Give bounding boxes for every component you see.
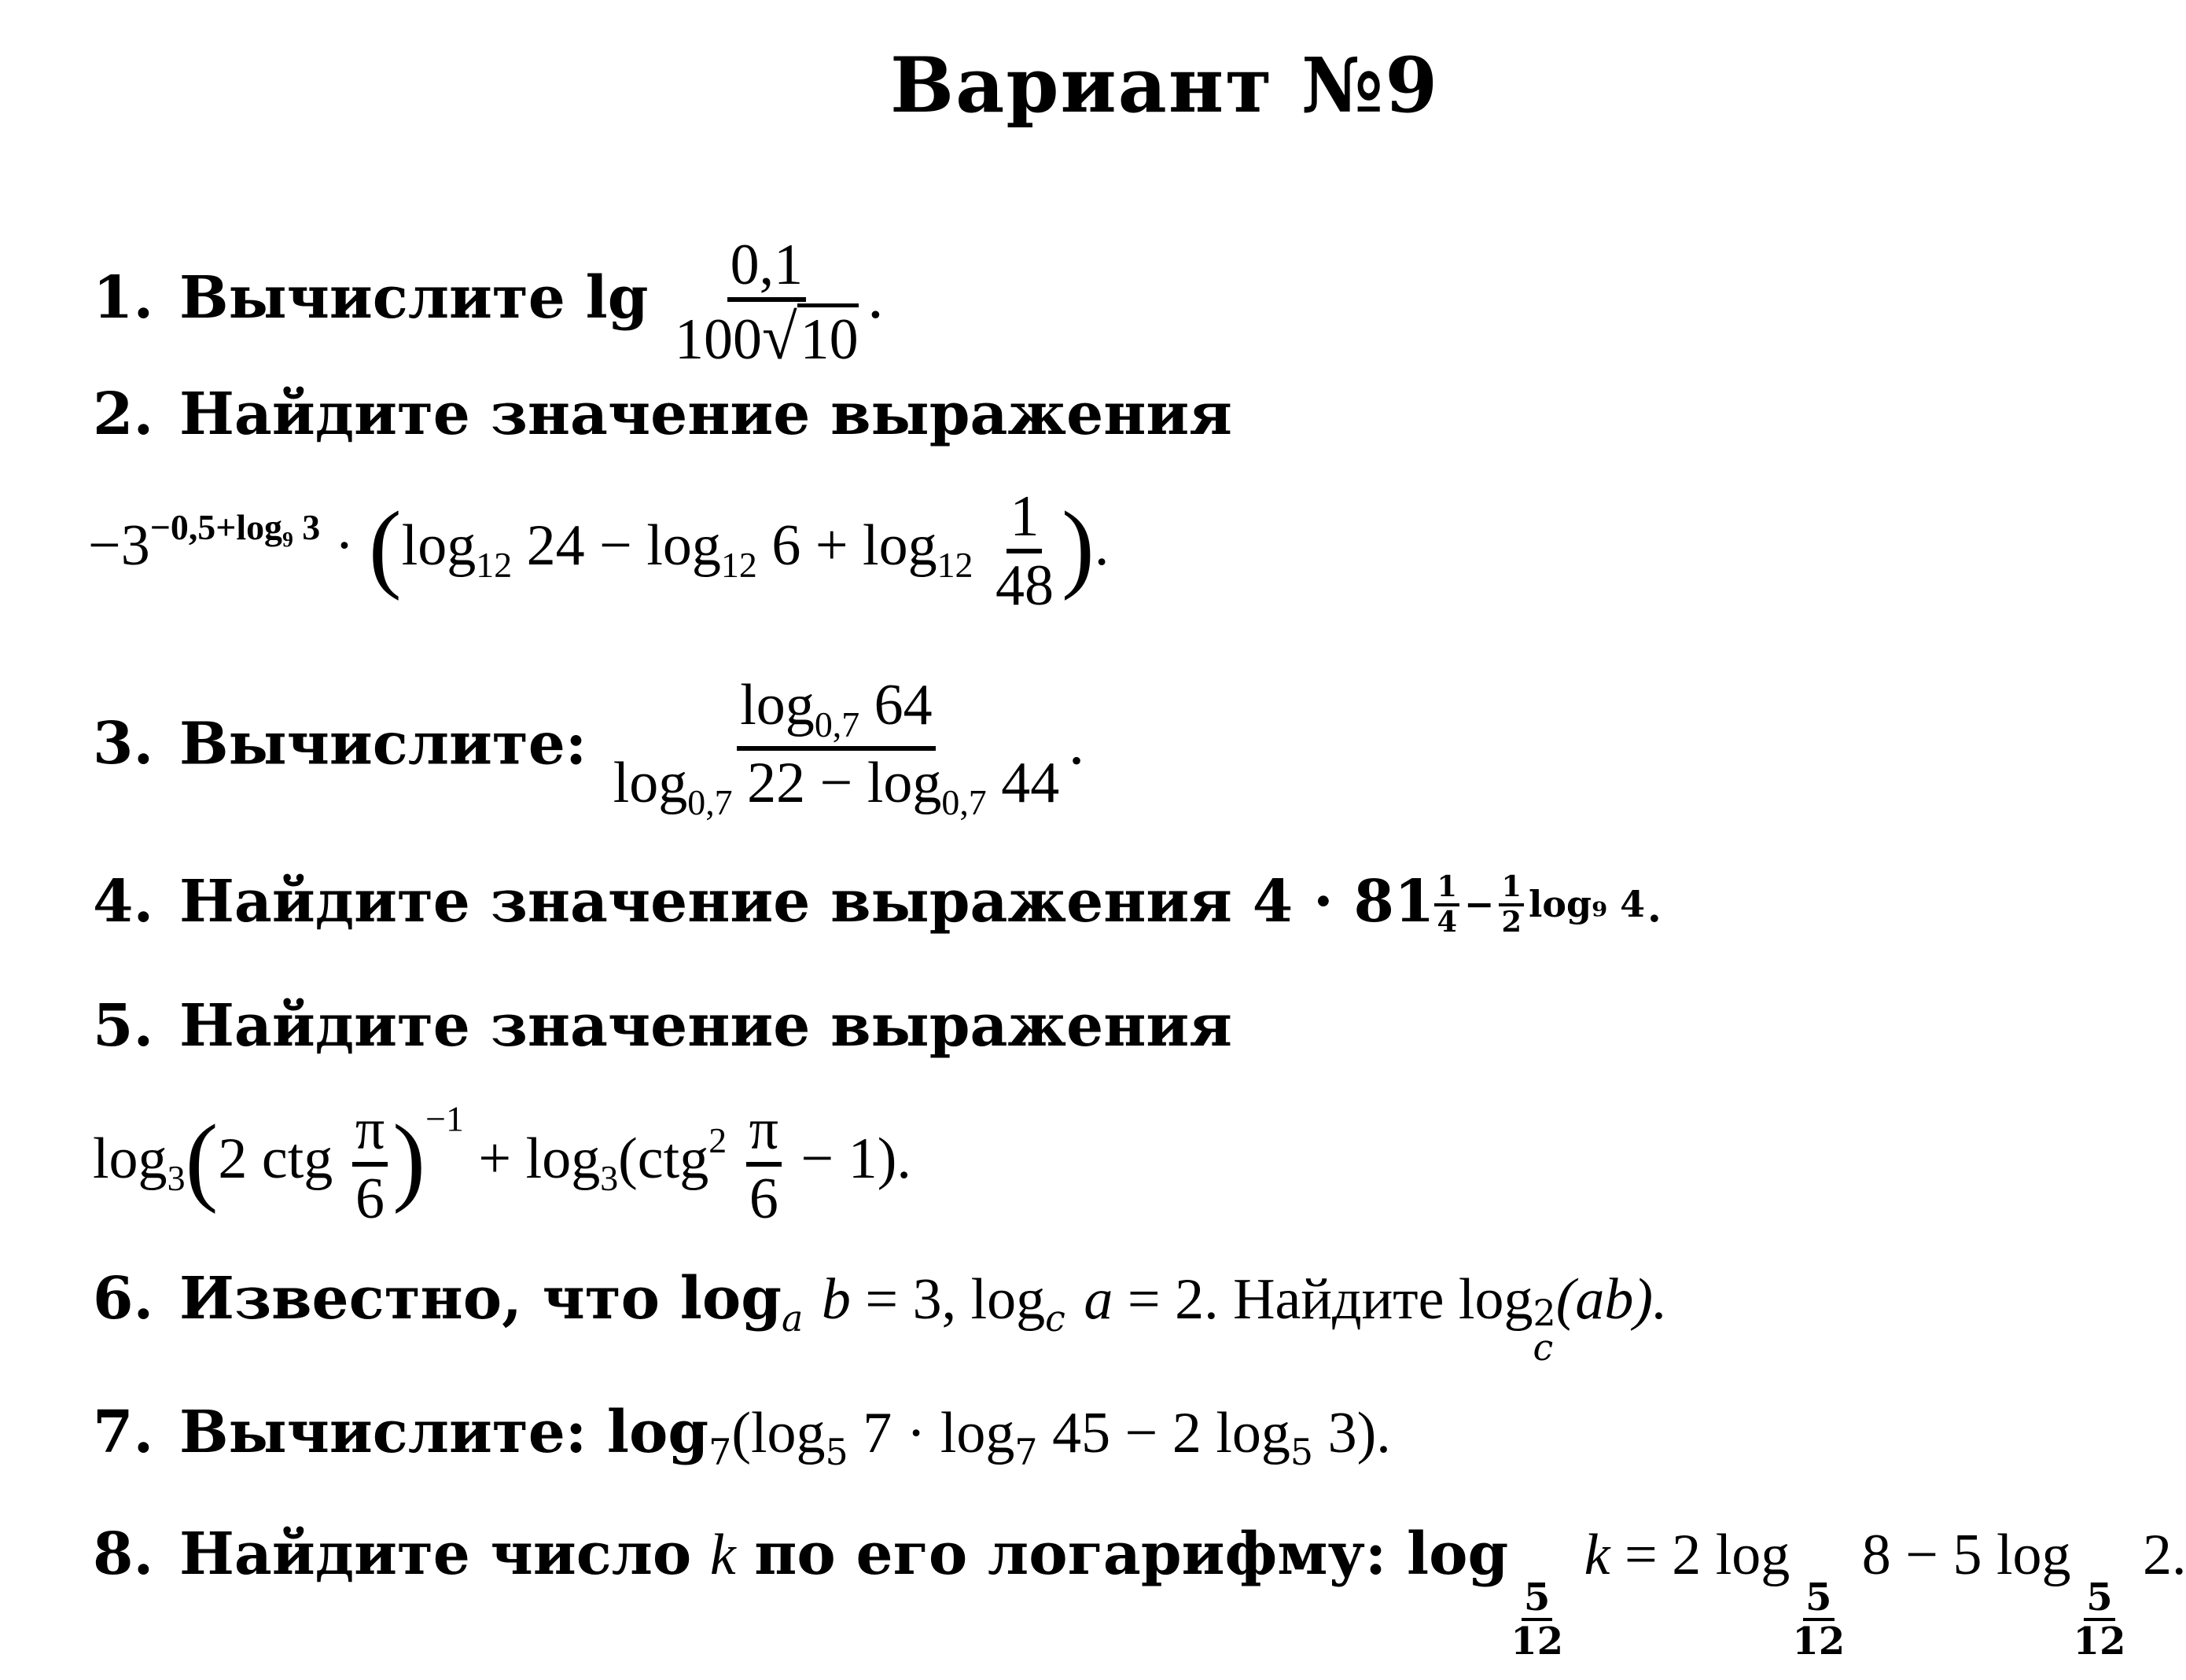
page-title: Вариант №9 xyxy=(890,41,1440,130)
base-num: 5 xyxy=(1803,1579,1834,1621)
log-base: 12 xyxy=(937,545,973,586)
fraction-denominator: 6 xyxy=(749,1167,778,1231)
fraction xyxy=(672,233,862,373)
term: 6 + xyxy=(771,513,848,578)
problem-text: по его логарифму: log xyxy=(754,1520,1509,1588)
problem-text: Найдите значение выражения xyxy=(179,380,1232,448)
problem-number: 2. xyxy=(93,380,154,448)
base: −3 xyxy=(88,513,150,578)
ctg-open: (ctg xyxy=(618,1126,709,1191)
log: log xyxy=(863,513,937,578)
exp-den: 4 xyxy=(1437,904,1457,939)
arg: 44 xyxy=(1001,750,1060,815)
problem-text: Вычислите: log xyxy=(179,1399,709,1466)
sub-sup xyxy=(1533,1292,1556,1369)
fraction xyxy=(746,1097,782,1231)
fraction-numerator xyxy=(737,673,935,751)
log-base: 0,7 xyxy=(814,704,860,745)
problem-6 xyxy=(93,1265,1668,1369)
exp-num: 1 xyxy=(1499,873,1524,906)
problem-5 xyxy=(93,992,1232,1060)
base-den: 12 xyxy=(2073,1619,2126,1663)
text: 2. xyxy=(2128,1523,2186,1587)
log-base: 12 xyxy=(720,545,757,586)
log-base: 5 xyxy=(1290,1431,1314,1474)
period: . xyxy=(866,264,885,333)
fraction-numerator: 0,1 xyxy=(727,236,807,302)
exp-log: log₉ 4 xyxy=(1528,882,1646,925)
var-b: b xyxy=(821,1267,851,1332)
problem-2 xyxy=(93,380,1232,448)
left-paren: ( xyxy=(185,1105,219,1215)
log-base: c xyxy=(1533,1325,1554,1369)
text: 45 − 2 log xyxy=(1037,1401,1290,1465)
fraction xyxy=(352,1097,388,1231)
fraction-denominator: 6 xyxy=(355,1167,385,1231)
period: . xyxy=(1645,868,1664,936)
var-k: k xyxy=(1584,1523,1610,1587)
problem-text: Найдите значение выражения xyxy=(179,992,1232,1060)
exponent xyxy=(1434,869,1646,939)
log-base: 3 xyxy=(600,1158,619,1199)
log-base: 3 xyxy=(167,1158,186,1199)
base-num: 5 xyxy=(2084,1579,2114,1621)
problem-1 xyxy=(93,233,885,373)
fraction-denominator: 48 xyxy=(995,553,1054,618)
exp-fraction xyxy=(1434,869,1459,939)
problem-2-expression xyxy=(88,484,1110,618)
problem-number: 6. xyxy=(93,1265,154,1333)
problem-3 xyxy=(93,673,1086,822)
log: log xyxy=(401,513,477,578)
problem-8 xyxy=(93,1520,2186,1663)
log: log xyxy=(867,750,942,815)
problem-number: 1. xyxy=(93,264,154,333)
text: 8 − 5 log xyxy=(1847,1523,2071,1587)
problem-text: Найдите значение выражения 4 · 81 xyxy=(179,868,1435,936)
right-paren: ) xyxy=(1061,491,1095,601)
log: log xyxy=(740,673,815,737)
problem-5-expression xyxy=(93,1097,911,1231)
exponent: −1 xyxy=(425,1098,464,1139)
square: 2 xyxy=(708,1119,727,1160)
fraction-numerator: 1 xyxy=(1007,487,1042,553)
problem-4 xyxy=(93,868,1664,939)
problem-text: Вычислите lg xyxy=(179,264,649,333)
left-paren: ( xyxy=(368,491,402,601)
log: log xyxy=(525,1126,601,1191)
var-k: k xyxy=(709,1523,736,1587)
period: . xyxy=(1067,710,1086,778)
tail: − 1). xyxy=(800,1126,911,1191)
text: 7 · log xyxy=(848,1401,1015,1465)
text: (log xyxy=(731,1401,826,1465)
text: = 2. Найдите log xyxy=(1113,1267,1533,1332)
log: log xyxy=(93,1126,167,1191)
fraction-denominator xyxy=(672,301,862,373)
text: = 3, log xyxy=(850,1267,1046,1332)
log-base-fraction xyxy=(1508,1575,1566,1663)
log-base: 7 xyxy=(708,1431,732,1474)
base-den: 12 xyxy=(1792,1619,1846,1663)
exp-fraction xyxy=(1499,869,1524,939)
fraction-denominator xyxy=(610,751,1063,821)
exp-minus: − xyxy=(1464,882,1495,925)
exp-num: 1 xyxy=(1434,873,1459,906)
log: log xyxy=(646,513,721,578)
log-base: 12 xyxy=(476,545,513,586)
argument: (ab). xyxy=(1555,1267,1668,1332)
term: 24 − xyxy=(526,513,632,578)
base-num: 5 xyxy=(1522,1579,1552,1621)
text: = 2 log xyxy=(1610,1523,1790,1587)
exp-den: 2 xyxy=(1501,904,1522,939)
plus: + xyxy=(478,1126,512,1191)
log-base-fraction xyxy=(1790,1575,1847,1663)
dot: · xyxy=(334,513,355,578)
ctg-term: 2 ctg xyxy=(218,1126,333,1191)
log-base: 0,7 xyxy=(941,781,987,822)
problem-number: 7. xyxy=(93,1399,154,1466)
problem-text: Найдите число xyxy=(179,1520,692,1588)
right-paren: ) xyxy=(392,1105,426,1215)
fraction xyxy=(610,673,1063,822)
fraction-numerator: π xyxy=(352,1101,388,1167)
problem-text: Известно, что log xyxy=(179,1265,782,1333)
text: 3). xyxy=(1313,1401,1391,1465)
log: log xyxy=(613,750,688,815)
fraction xyxy=(992,484,1057,618)
fraction-numerator: π xyxy=(746,1101,782,1167)
var-a: a xyxy=(1084,1267,1113,1332)
log-base: 5 xyxy=(825,1431,848,1474)
log-base: a xyxy=(781,1297,804,1340)
problem-number: 3. xyxy=(93,710,154,778)
log-base: c xyxy=(1045,1297,1065,1340)
base-den: 12 xyxy=(1511,1619,1564,1663)
den-coef: 100 xyxy=(674,307,762,372)
exponent: −0,5+log₉ 3 xyxy=(149,506,321,547)
square: 2 xyxy=(1533,1292,1556,1335)
sqrt-icon: √ xyxy=(761,301,797,373)
log-base: 7 xyxy=(1014,1431,1038,1474)
log-base-fraction xyxy=(2071,1575,2129,1663)
sqrt-radicand: 10 xyxy=(797,303,859,372)
arg: 22 − xyxy=(747,750,853,815)
problem-number: 4. xyxy=(93,868,154,936)
problem-text: Вычислите: xyxy=(179,710,587,778)
problem-number: 5. xyxy=(93,992,154,1060)
problem-7 xyxy=(93,1399,1391,1474)
log-base: 0,7 xyxy=(687,781,733,822)
problem-number: 8. xyxy=(93,1520,154,1588)
period: . xyxy=(1094,513,1110,578)
arg: 64 xyxy=(874,673,933,737)
